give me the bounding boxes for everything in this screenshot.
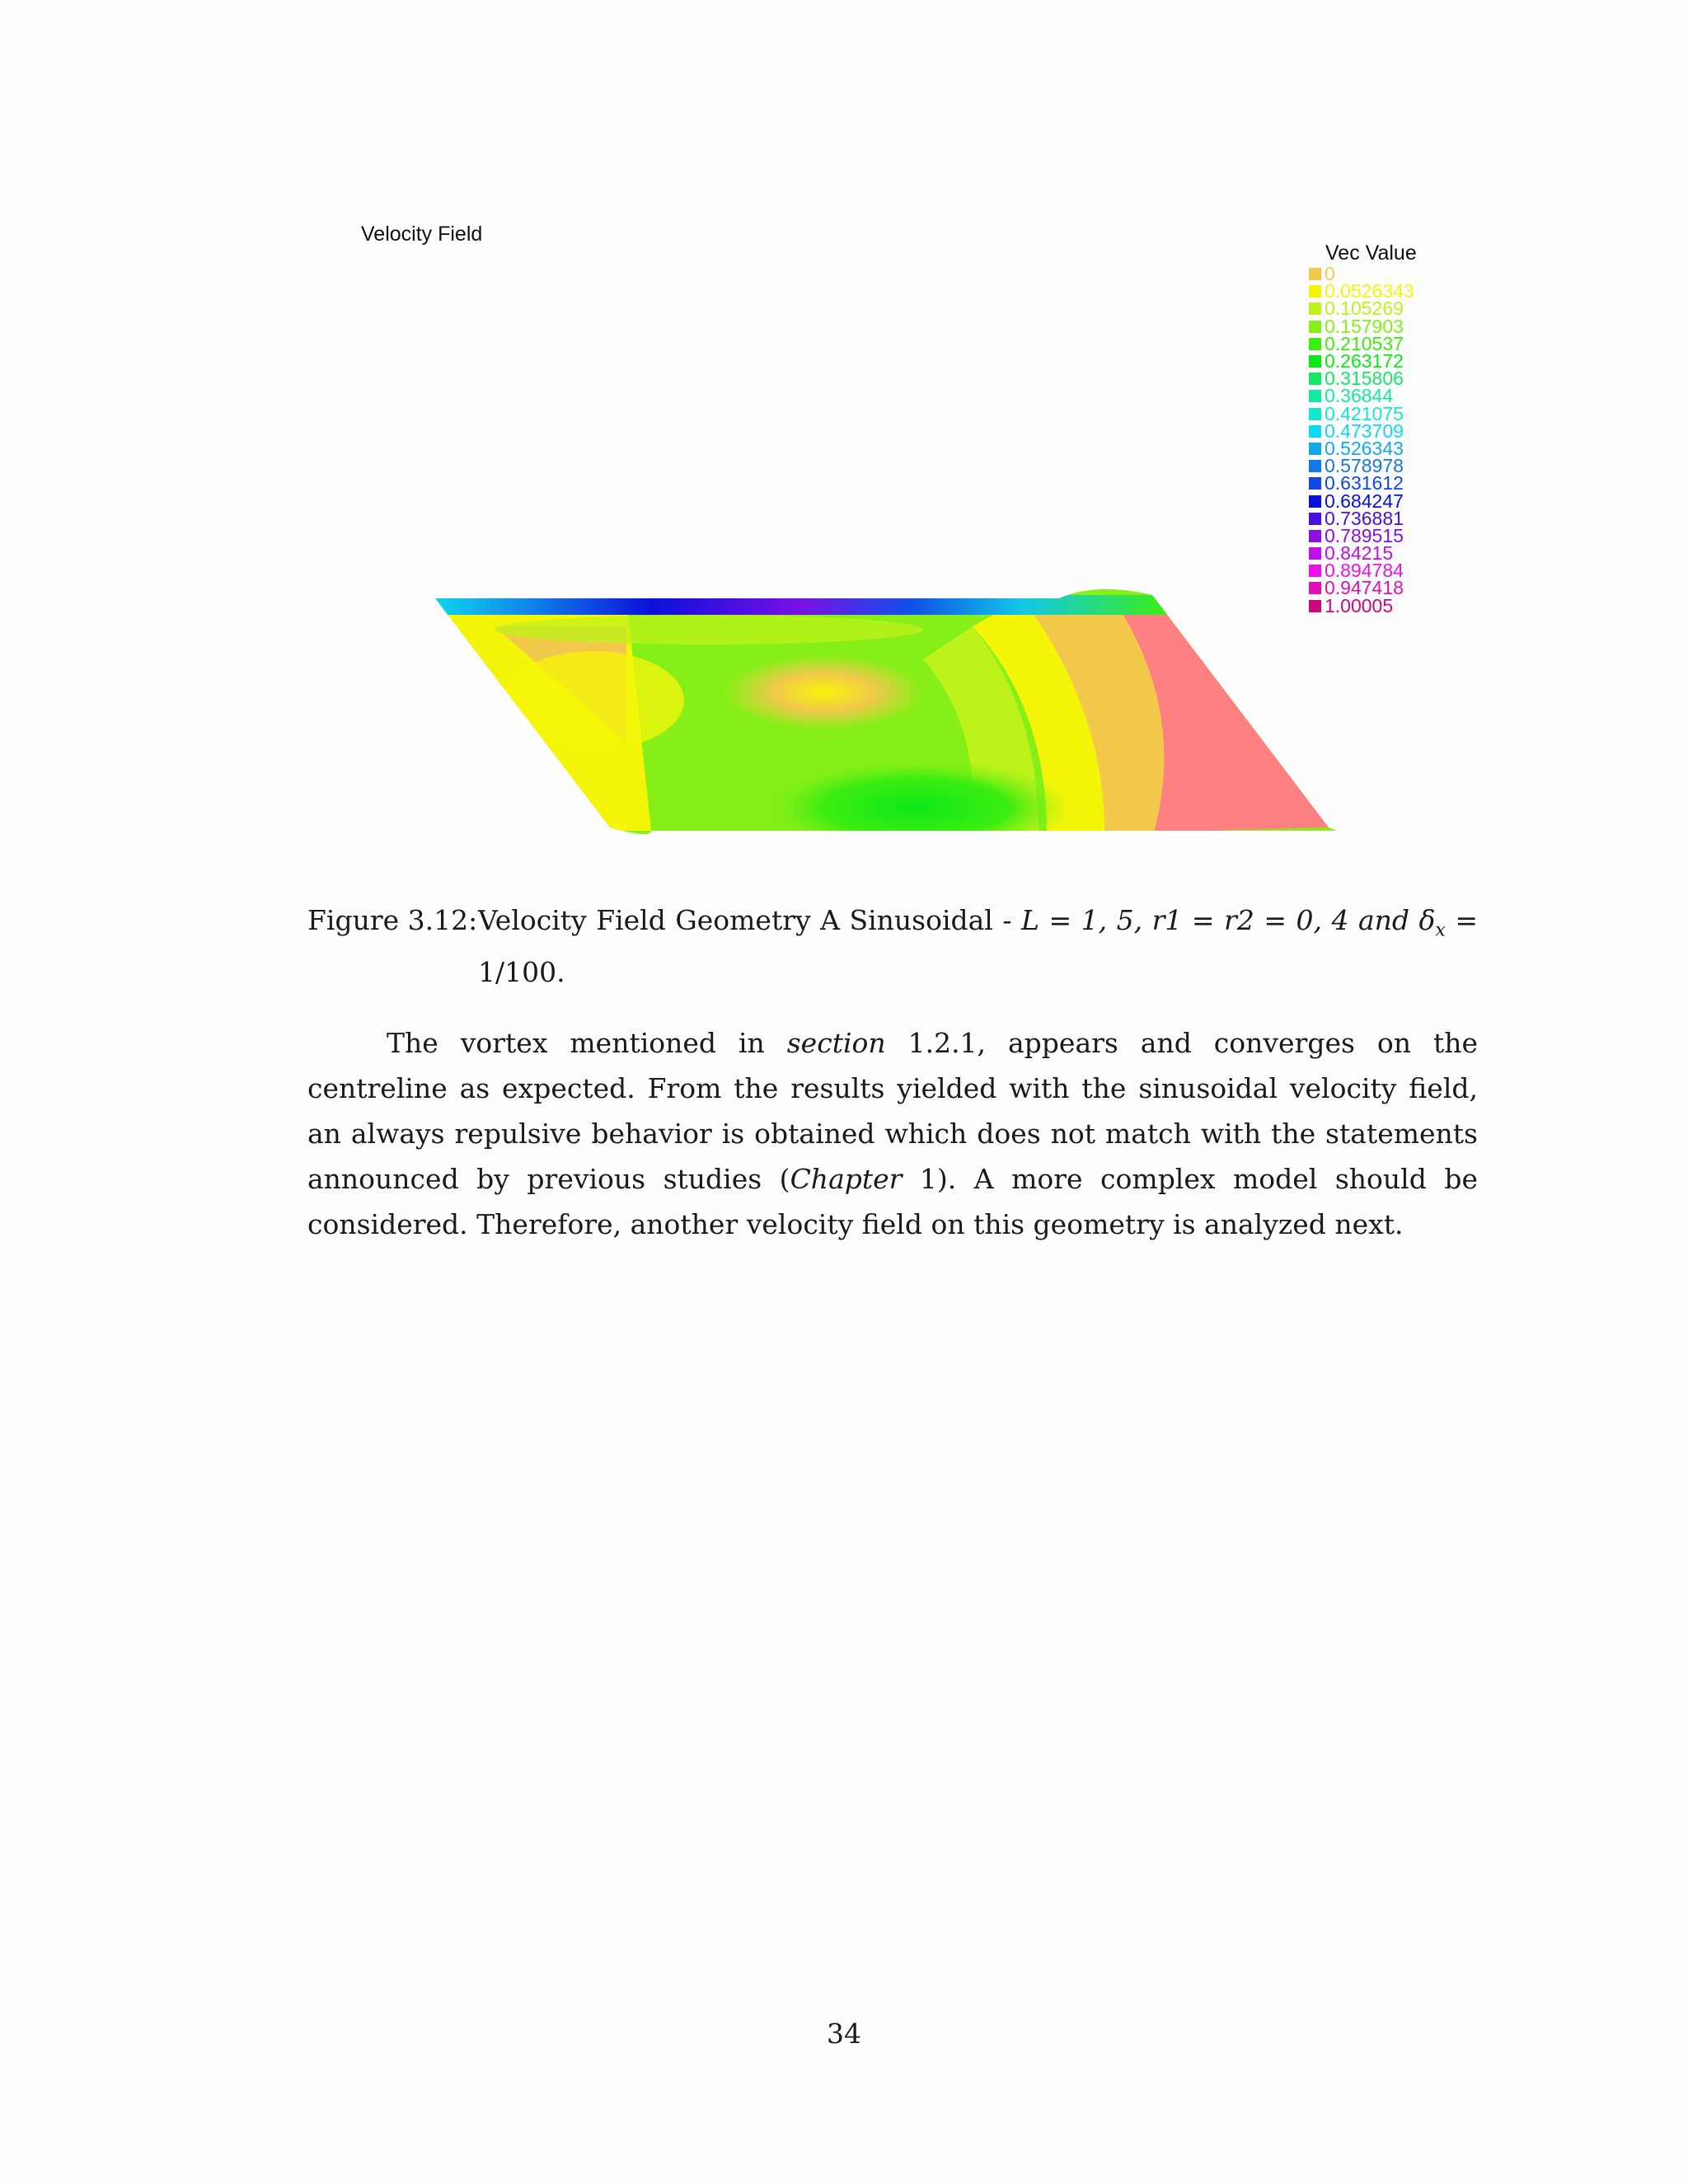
legend-label: 0.947418 (1325, 577, 1404, 599)
legend-label: 0.526343 (1325, 437, 1404, 459)
legend-swatch (1309, 373, 1321, 385)
legend-label: 0.473709 (1325, 419, 1404, 442)
legend-swatch (1309, 513, 1321, 525)
legend-swatch (1309, 285, 1321, 298)
legend-swatch (1309, 408, 1321, 420)
legend-label: 0 (1325, 263, 1335, 285)
caption-text (478, 900, 1478, 993)
legend-label: 0.36844 (1325, 385, 1394, 407)
legend-swatch (1309, 390, 1321, 402)
legend-label: 0.210537 (1325, 332, 1404, 354)
legend-swatch (1309, 547, 1321, 560)
caption-subscript: x (1435, 920, 1446, 941)
legend-swatch (1309, 355, 1321, 368)
legend-label: 0.263172 (1325, 350, 1404, 373)
legend-label: 1.00005 (1325, 594, 1394, 616)
legend-label: 0.894784 (1325, 560, 1404, 582)
paragraph-part-2: 1.2.1, appears and converges on the centreline as expected. From the results yielded with the sinusoidal velocity field, an always repulsive behavior is obtained which does not match with the statements announced by previous studies ( (307, 1027, 1478, 1195)
paragraph-part-3: 1). A more complex model should be considered. Therefore, another velocity field on this geometry is analyzed next. (307, 1163, 1478, 1240)
chapter-reference: Chapter (790, 1163, 903, 1195)
legend-label: 0.105269 (1325, 298, 1404, 320)
legend-swatch (1309, 565, 1321, 577)
legend-swatch (1309, 477, 1321, 490)
body-paragraph (307, 1020, 1478, 1247)
legend-swatch (1309, 582, 1321, 594)
page-number: 34 (827, 2018, 861, 2050)
velocity-contour-domain (412, 569, 1352, 857)
velocity-field-plot (0, 0, 1688, 874)
legend-label: 0.0526343 (1325, 280, 1414, 302)
legend-label: 0.789515 (1325, 524, 1404, 546)
legend-label: 0.157903 (1325, 315, 1404, 337)
legend-items (1309, 265, 1417, 615)
legend-title: Vec Value (1325, 241, 1417, 265)
legend-swatch (1309, 268, 1321, 280)
legend-label: 0.421075 (1325, 402, 1404, 424)
legend-swatch (1309, 530, 1321, 542)
plot-title: Velocity Field (361, 223, 483, 246)
legend-swatch (1309, 321, 1321, 333)
caption-text-before: Velocity Field Geometry A Sinusoidal - (478, 904, 1022, 936)
legend-label: 0.736881 (1325, 507, 1404, 529)
legend-label: 0.315806 (1325, 368, 1404, 390)
legend-swatch (1309, 425, 1321, 438)
caption-text-after: = 1/100. (478, 904, 1478, 988)
legend-swatch (1309, 495, 1321, 508)
legend-swatch (1309, 338, 1321, 350)
legend-label: 0.578978 (1325, 455, 1404, 477)
caption-label: Figure 3.12: (307, 904, 478, 936)
figure-caption (307, 900, 1478, 993)
caption-math: L = 1, 5, r1 = r2 = 0, 4 and δ (1021, 904, 1436, 936)
legend-swatch (1309, 600, 1321, 612)
legend-label: 0.631612 (1325, 472, 1404, 494)
color-legend (1309, 241, 1417, 615)
legend-swatch (1309, 460, 1321, 472)
paragraph-part-1: The vortex mentioned in (387, 1027, 787, 1059)
legend-label: 0.84215 (1325, 542, 1394, 565)
section-reference: section (786, 1027, 886, 1059)
legend-item (1309, 594, 1417, 616)
legend-swatch (1309, 302, 1321, 315)
legend-label: 0.684247 (1325, 490, 1404, 512)
legend-swatch (1309, 443, 1321, 455)
